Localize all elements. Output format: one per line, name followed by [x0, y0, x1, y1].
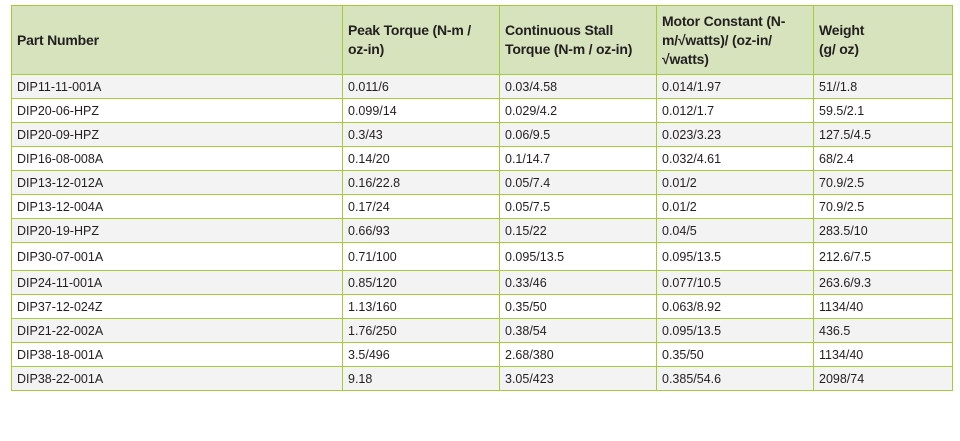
cell-peak-torque: 0.14/20 [343, 147, 500, 171]
cell-motor-constant: 0.095/13.5 [657, 243, 814, 271]
table-row [12, 75, 953, 99]
cell-stall-torque: 0.06/9.5 [500, 123, 657, 147]
header-weight: Weight (g/ oz) [814, 6, 953, 75]
cell-weight: 70.9/2.5 [814, 171, 953, 195]
table-row [12, 343, 953, 367]
cell-stall-torque: 0.029/4.2 [500, 99, 657, 123]
cell-weight: 2098/74 [814, 367, 953, 391]
table-row [12, 99, 953, 123]
cell-peak-torque: 0.66/93 [343, 219, 500, 243]
cell-stall-torque: 0.33/46 [500, 271, 657, 295]
table-row [12, 147, 953, 171]
cell-peak-torque: 0.71/100 [343, 243, 500, 271]
motor-spec-table-container [11, 5, 952, 391]
cell-motor-constant: 0.014/1.97 [657, 75, 814, 99]
motor-spec-table [11, 5, 953, 391]
table-header-row [12, 6, 953, 75]
cell-weight: 59.5/2.1 [814, 99, 953, 123]
table-row [12, 171, 953, 195]
cell-motor-constant: 0.35/50 [657, 343, 814, 367]
cell-stall-torque: 0.38/54 [500, 319, 657, 343]
cell-stall-torque: 0.1/14.7 [500, 147, 657, 171]
header-continuous-stall-torque: Continuous Stall Torque (N-m / oz-in) [500, 6, 657, 75]
cell-motor-constant: 0.095/13.5 [657, 319, 814, 343]
cell-motor-constant: 0.012/1.7 [657, 99, 814, 123]
table-row [12, 295, 953, 319]
cell-weight: 1134/40 [814, 343, 953, 367]
cell-motor-constant: 0.01/2 [657, 195, 814, 219]
cell-peak-torque: 0.16/22.8 [343, 171, 500, 195]
cell-motor-constant: 0.023/3.23 [657, 123, 814, 147]
cell-weight: 212.6/7.5 [814, 243, 953, 271]
cell-weight: 1134/40 [814, 295, 953, 319]
cell-motor-constant: 0.063/8.92 [657, 295, 814, 319]
cell-stall-torque: 0.05/7.4 [500, 171, 657, 195]
cell-weight: 51//1.8 [814, 75, 953, 99]
cell-part-number: DIP30-07-001A [12, 243, 343, 271]
cell-motor-constant: 0.04/5 [657, 219, 814, 243]
cell-weight: 436.5 [814, 319, 953, 343]
cell-part-number: DIP16-08-008A [12, 147, 343, 171]
cell-stall-torque: 3.05/423 [500, 367, 657, 391]
cell-peak-torque: 0.099/14 [343, 99, 500, 123]
cell-peak-torque: 0.011/6 [343, 75, 500, 99]
table-row [12, 367, 953, 391]
table-row [12, 195, 953, 219]
cell-peak-torque: 3.5/496 [343, 343, 500, 367]
cell-weight: 127.5/4.5 [814, 123, 953, 147]
cell-stall-torque: 2.68/380 [500, 343, 657, 367]
cell-stall-torque: 0.05/7.5 [500, 195, 657, 219]
cell-part-number: DIP13-12-012A [12, 171, 343, 195]
cell-motor-constant: 0.032/4.61 [657, 147, 814, 171]
cell-weight: 70.9/2.5 [814, 195, 953, 219]
cell-stall-torque: 0.35/50 [500, 295, 657, 319]
cell-part-number: DIP20-06-HPZ [12, 99, 343, 123]
cell-part-number: DIP21-22-002A [12, 319, 343, 343]
cell-peak-torque: 1.76/250 [343, 319, 500, 343]
cell-motor-constant: 0.01/2 [657, 171, 814, 195]
table-row [12, 219, 953, 243]
cell-motor-constant: 0.077/10.5 [657, 271, 814, 295]
table-row [12, 123, 953, 147]
cell-part-number: DIP24-11-001A [12, 271, 343, 295]
cell-stall-torque: 0.095/13.5 [500, 243, 657, 271]
cell-peak-torque: 0.17/24 [343, 195, 500, 219]
cell-part-number: DIP11-11-001A [12, 75, 343, 99]
header-motor-constant: Motor Constant (N-m/√watts)/ (oz-in/√watts) [657, 6, 814, 75]
cell-part-number: DIP38-18-001A [12, 343, 343, 367]
cell-part-number: DIP37-12-024Z [12, 295, 343, 319]
cell-stall-torque: 0.03/4.58 [500, 75, 657, 99]
cell-peak-torque: 0.85/120 [343, 271, 500, 295]
cell-peak-torque: 0.3/43 [343, 123, 500, 147]
cell-part-number: DIP20-09-HPZ [12, 123, 343, 147]
cell-part-number: DIP13-12-004A [12, 195, 343, 219]
cell-peak-torque: 1.13/160 [343, 295, 500, 319]
cell-weight: 263.6/9.3 [814, 271, 953, 295]
header-part-number: Part Number [12, 6, 343, 75]
cell-peak-torque: 9.18 [343, 367, 500, 391]
cell-part-number: DIP38-22-001A [12, 367, 343, 391]
cell-weight: 68/2.4 [814, 147, 953, 171]
table-row [12, 271, 953, 295]
cell-part-number: DIP20-19-HPZ [12, 219, 343, 243]
cell-motor-constant: 0.385/54.6 [657, 367, 814, 391]
cell-weight: 283.5/10 [814, 219, 953, 243]
table-row [12, 243, 953, 271]
table-row [12, 319, 953, 343]
cell-stall-torque: 0.15/22 [500, 219, 657, 243]
header-peak-torque: Peak Torque (N-m / oz-in) [343, 6, 500, 75]
